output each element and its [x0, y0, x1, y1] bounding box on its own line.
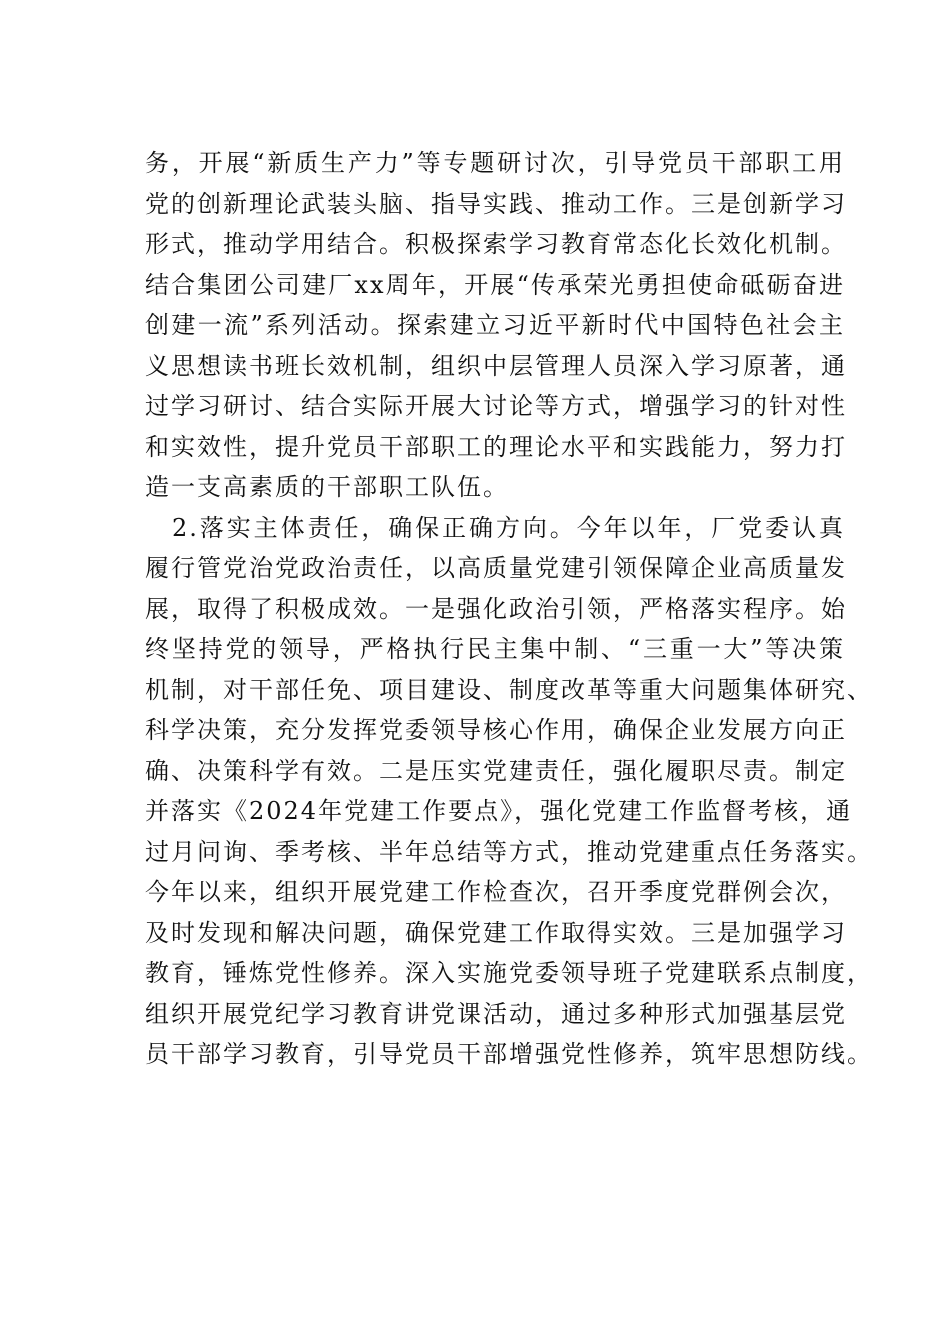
paragraph-line: 形式，推动学用结合。积极探索学习教育常态化长效化机制。: [145, 230, 847, 258]
paragraph-line: 履行管党治党政治责任，以高质量党建引领保障企业高质量发: [145, 554, 847, 582]
paragraph-line: 及时发现和解决问题，确保党建工作取得实效。三是加强学习: [145, 918, 847, 947]
paragraph-line: 教育，锤炼党性修养。深入实施党委领导班子党建联系点制度，: [145, 959, 873, 987]
paragraph-line: 2.落实主体责任，确保正确方向。今年以年，厂党委认真: [172, 513, 845, 542]
paragraph-line: 科学决策，充分发挥党委领导核心作用，确保企业发展方向正: [145, 716, 847, 744]
paragraph-line: 员干部学习教育，引导党员干部增强党性修养，筑牢思想防线。: [145, 1040, 873, 1068]
paragraph-line: 确、决策科学有效。二是压实党建责任，强化履职尽责。制定: [145, 756, 847, 785]
paragraph-1: [145, 143, 845, 508]
paragraph-line: 今年以来，组织开展党建工作检查次，召开季度党群例会次，: [145, 878, 847, 906]
paragraph-line: 组织开展党纪学习教育讲党课活动，通过多种形式加强基层党: [145, 999, 847, 1028]
paragraph-line: 并落实《2024年党建工作要点》，强化党建工作监督考核，通: [145, 797, 853, 825]
paragraph-line: 创建一流”系列活动。探索建立习近平新时代中国特色社会主: [145, 311, 845, 339]
paragraph-line: 义思想读书班长效机制，组织中层管理人员深入学习原著，通: [145, 351, 847, 380]
paragraph-line: 结合集团公司建厂xx周年，开展“传承荣光勇担使命砥砺奋进: [145, 270, 845, 299]
paragraph-2: [145, 508, 873, 1075]
paragraph-line: 机制，对干部任免、项目建设、制度改革等重大问题集体研究、: [145, 675, 873, 704]
paragraph-line: 终坚持党的领导，严格执行民主集中制、“三重一大”等决策: [145, 635, 845, 663]
paragraph-line: 党的创新理论武装头脑、指导实践、推动工作。三是创新学习: [145, 189, 847, 218]
paragraph-line: 务，开展“新质生产力”等专题研讨次，引导党员干部职工用: [145, 149, 845, 177]
paragraph-line: 过月问询、季考核、半年总结等方式，推动党建重点任务落实。: [145, 837, 873, 866]
paragraph-line: 造一支高素质的干部职工队伍。: [145, 473, 509, 501]
paragraph-line: 和实效性，提升党员干部职工的理论水平和实践能力，努力打: [145, 432, 847, 461]
body-text: [145, 143, 873, 1075]
paragraph-line: 展，取得了积极成效。一是强化政治引领，严格落实程序。始: [145, 594, 847, 623]
paragraph-line: 过学习研讨、结合实际开展大讨论等方式，增强学习的针对性: [145, 392, 847, 420]
